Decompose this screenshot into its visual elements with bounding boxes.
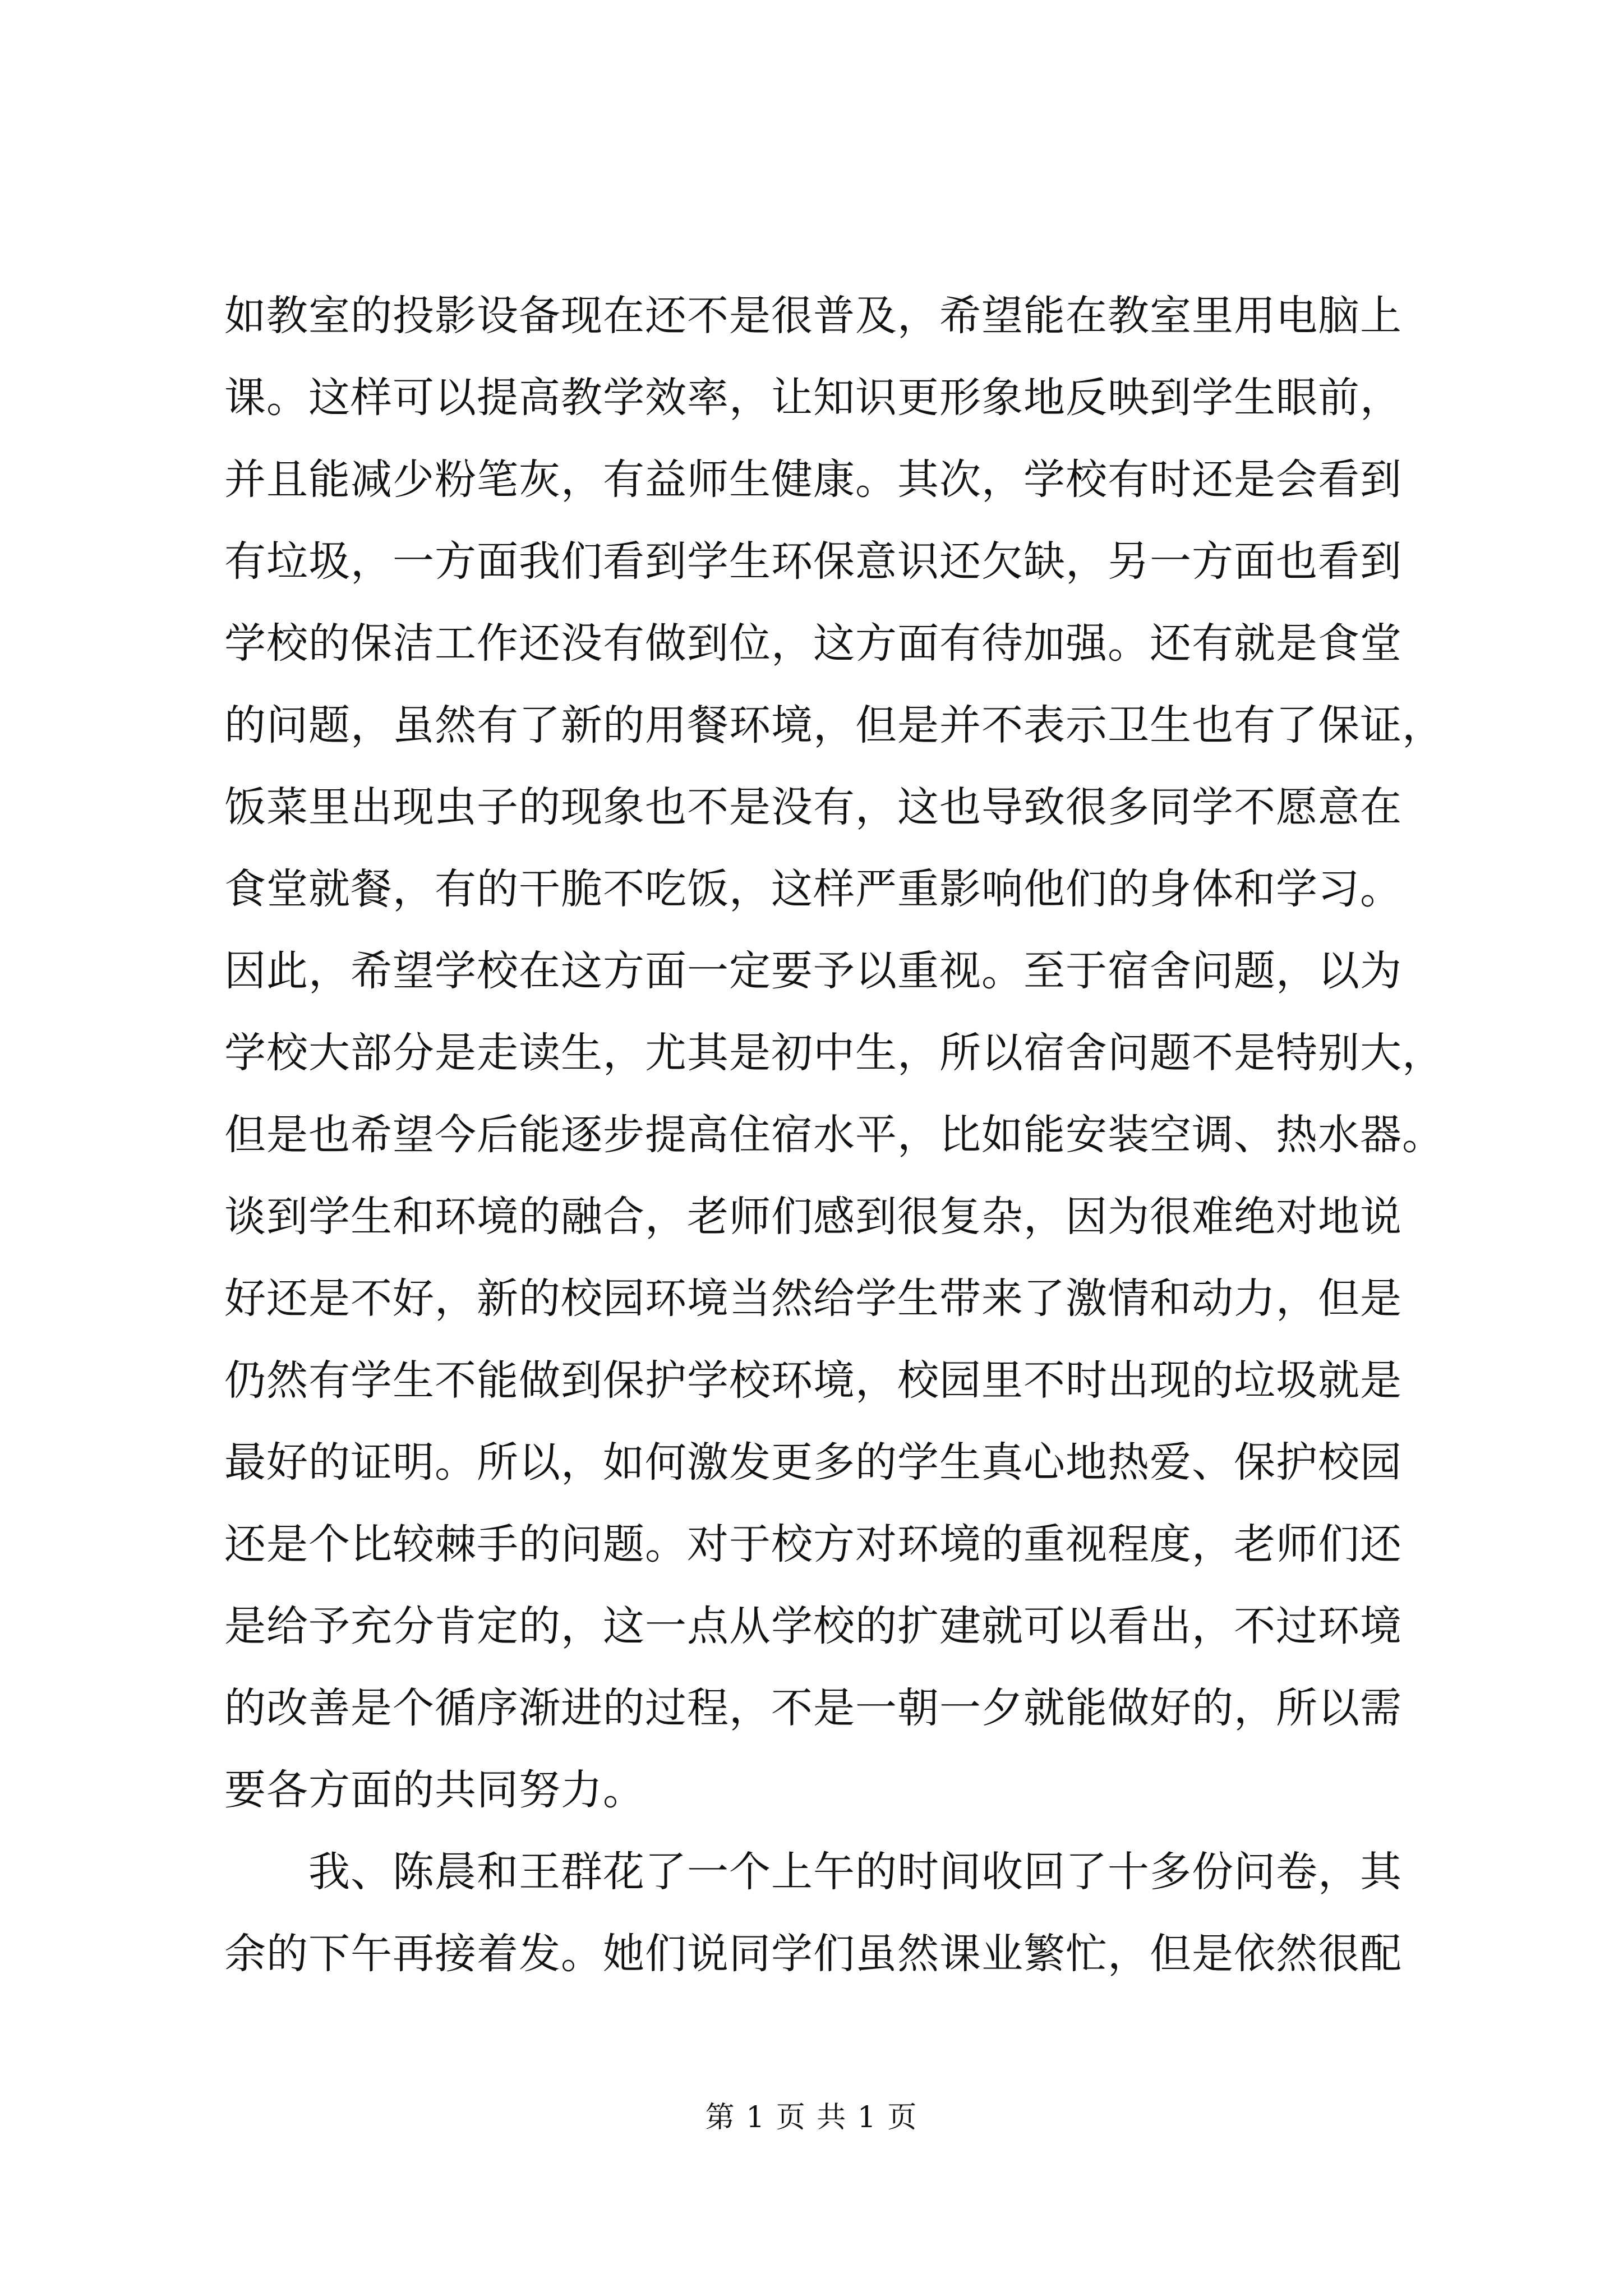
text-line: 食堂就餐，有的干脆不吃饭，这样严重影响他们的身体和学习。 <box>224 865 1402 913</box>
text-line: 余的下午再接着发。她们说同学们虽然课业繁忙，但是依然很配 <box>224 1930 1402 1978</box>
text-line: 因此，希望学校在这方面一定要予以重视。至于宿舍问题，以为 <box>224 947 1402 995</box>
text-line: 如教室的投影设备现在还不是很普及，希望能在教室里用电脑上 <box>224 292 1402 340</box>
paragraph-start-line: 我、陈晨和王群花了一个上午的时间收回了十多份问卷，其 <box>308 1848 1402 1896</box>
text-line: 好还是不好，新的校园环境当然给学生带来了激情和动力，但是 <box>224 1274 1402 1323</box>
text-line: 的问题，虽然有了新的用餐环境，但是并不表示卫生也有了保证， <box>224 701 1444 749</box>
text-line: 是给予充分肯定的，这一点从学校的扩建就可以看出，不过环境 <box>224 1602 1402 1650</box>
text-line: 要各方面的共同努力。 <box>224 1766 645 1814</box>
text-line: 还是个比较棘手的问题。对于校方对环境的重视程度，老师们还 <box>224 1520 1402 1568</box>
text-line: 仍然有学生不能做到保护学校环境，校园里不时出现的垃圾就是 <box>224 1356 1402 1405</box>
page-footer: 第 1 页 共 1 页 <box>705 2101 918 2134</box>
text-line: 谈到学生和环境的融合，老师们感到很复杂，因为很难绝对地说 <box>224 1193 1402 1241</box>
text-line: 最好的证明。所以，如何激发更多的学生真心地热爱、保护校园 <box>224 1438 1402 1487</box>
text-line: 有垃圾，一方面我们看到学生环保意识还欠缺，另一方面也看到 <box>224 537 1402 586</box>
text-line: 但是也希望今后能逐步提高住宿水平，比如能安装空调、热水器。 <box>224 1111 1444 1159</box>
body-text <box>224 275 1444 1995</box>
text-line: 并且能减少粉笔灰，有益师生健康。其次，学校有时还是会看到 <box>224 455 1402 504</box>
text-line: 饭菜里出现虫子的现象也不是没有，这也导致很多同学不愿意在 <box>224 783 1402 831</box>
text-line: 学校的保洁工作还没有做到位，这方面有待加强。还有就是食堂 <box>224 619 1402 668</box>
text-line: 学校大部分是走读生，尤其是初中生，所以宿舍问题不是特别大， <box>224 1029 1444 1077</box>
text-line: 的改善是个循序渐进的过程，不是一朝一夕就能做好的，所以需 <box>224 1684 1402 1732</box>
text-line: 课。这样可以提高教学效率，让知识更形象地反映到学生眼前， <box>224 374 1402 422</box>
